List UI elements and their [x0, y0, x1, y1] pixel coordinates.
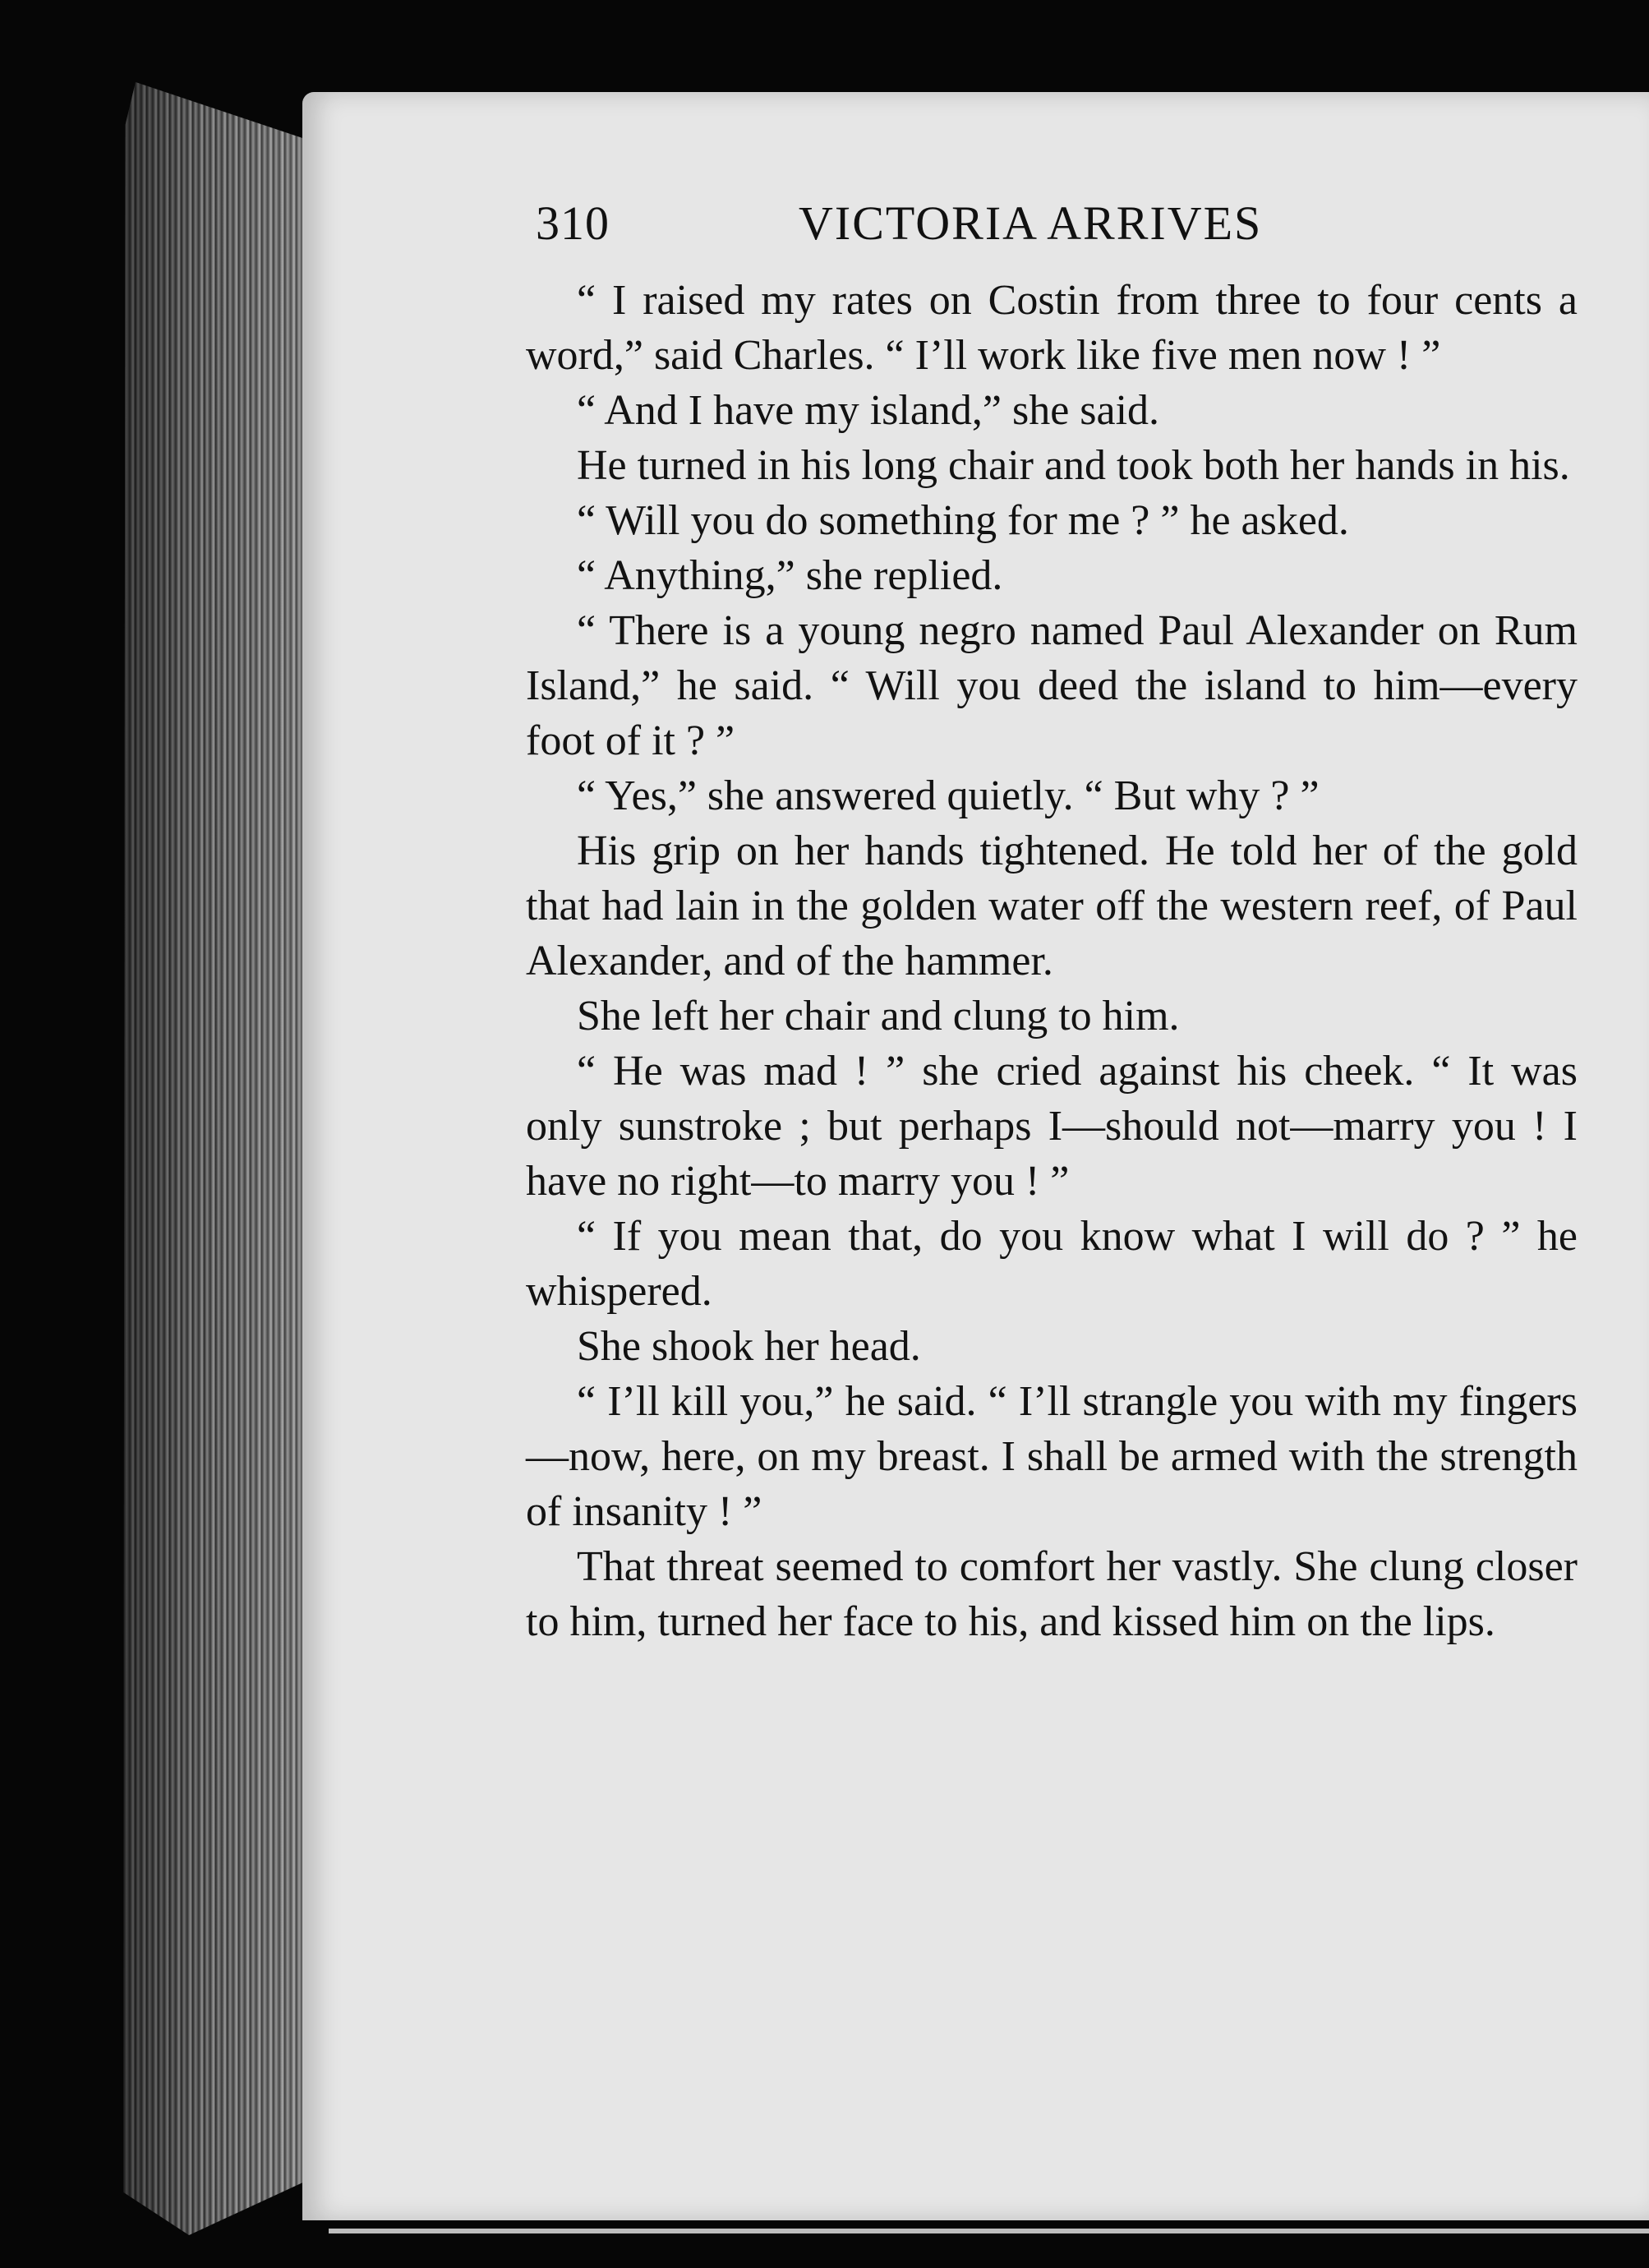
paragraph: “ And I have my island,” she said.: [577, 387, 1160, 434]
paragraph: His grip on her hands tightened. He told her of the gold that had lain in the golden water off the western reef, of Paul Alexander, and of the hammer.: [526, 827, 1578, 984]
running-head: [536, 196, 1324, 270]
paragraph: “ I’ll kill you,” he said. “ I’ll strangle you with my fingers—now, here, on my breast. I shall be armed with the strength of insanity ! ”: [526, 1378, 1578, 1535]
paragraph: “ Anything,” she replied.: [577, 552, 1003, 599]
paragraph: She left her chair and clung to him.: [577, 993, 1180, 1040]
paragraph: “ There is a young negro named Paul Alexander on Rum Island,” he said. “ Will you deed the island to him—every foot of it ? ”: [526, 607, 1578, 764]
page-bottom-edge: [329, 2229, 1649, 2233]
chapter-title: VICTORIA ARRIVES: [799, 196, 1263, 250]
paragraph: “ I raised my rates on Costin from three to four cents a word,” said Charles. “ I’ll work like five men now ! ”: [526, 277, 1578, 379]
paragraph: “ Yes,” she answered quietly. “ But why ? ”: [577, 772, 1320, 819]
page-number: 310: [536, 196, 610, 250]
paragraph: She shook her head.: [577, 1323, 921, 1370]
body-text: [526, 273, 1578, 1649]
paragraph: “ He was mad ! ” she cried against his cheek. “ It was only sunstroke ; but perhaps I—should not—marry you ! I have no right—to marry you ! ”: [526, 1048, 1578, 1205]
paragraph: That threat seemed to comfort her vastly. She clung closer to him, turned her face to his, and kissed him on the lips.: [526, 1543, 1578, 1645]
paragraph: “ Will you do something for me ? ” he asked.: [577, 497, 1349, 544]
paragraph: He turned in his long chair and took both her hands in his.: [577, 442, 1570, 489]
paragraph: “ If you mean that, do you know what I will do ? ” he whispered.: [526, 1213, 1578, 1315]
book-edge-shadow: [123, 82, 329, 2235]
